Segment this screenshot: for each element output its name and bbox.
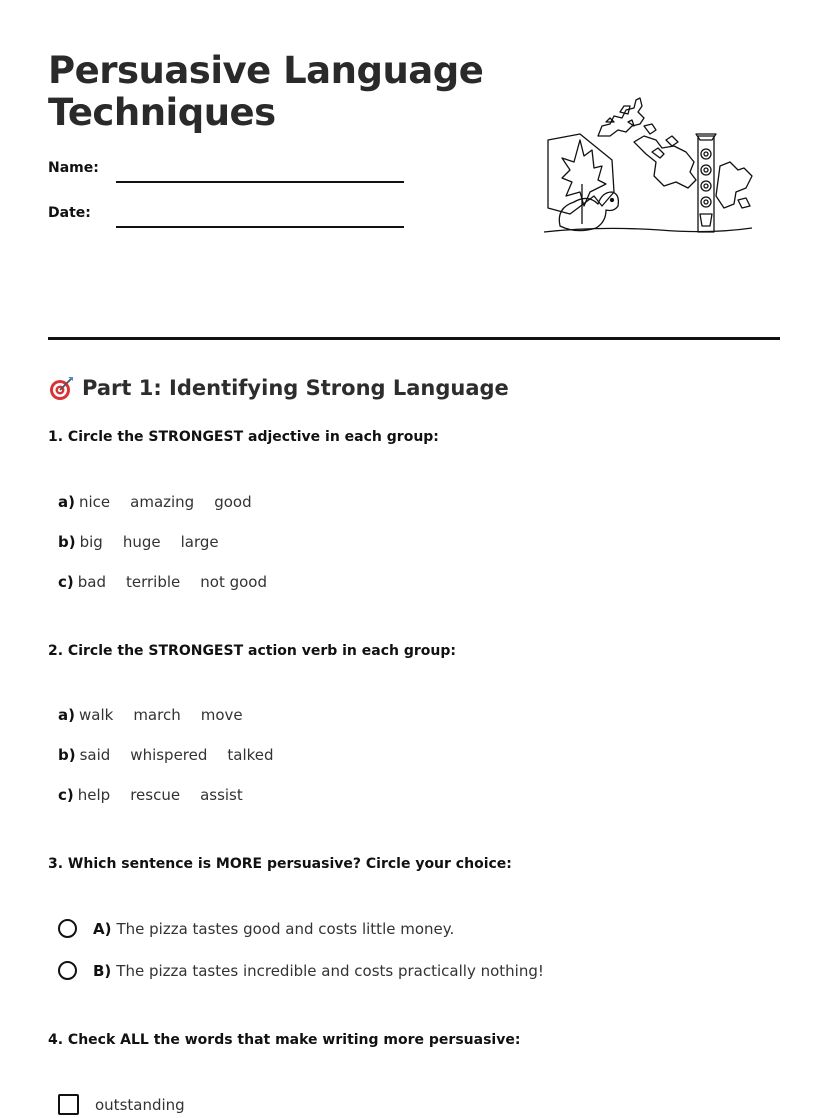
q1-row-a <box>58 493 252 511</box>
q3-choice-b-text: The pizza tastes incredible and costs practically nothing! <box>116 961 544 980</box>
q2-c-option[interactable]: assist <box>200 786 243 804</box>
q1-row-a-letter: a) <box>58 493 75 511</box>
q1-b-option[interactable]: large <box>180 533 219 551</box>
q3-choice-a-text: The pizza tastes good and costs little money. <box>116 919 455 938</box>
question-3-prompt: 3. Which sentence is MORE persuasive? Circle your choice: <box>48 856 512 872</box>
q2-a-option[interactable]: move <box>200 706 243 724</box>
q4-item-label: outstanding <box>95 1095 185 1114</box>
q2-row-a-letter: a) <box>58 706 75 724</box>
checkbox[interactable] <box>58 1094 79 1115</box>
name-field-line[interactable] <box>116 181 404 183</box>
title-line-2: Techniques <box>48 91 276 134</box>
q1-row-b <box>58 533 219 551</box>
q1-a-option[interactable]: amazing <box>130 493 195 511</box>
date-field-line[interactable] <box>116 226 404 228</box>
q2-a-option[interactable]: walk <box>78 706 114 724</box>
q1-row-c-letter: c) <box>58 573 74 591</box>
q1-row-b-letter: b) <box>58 533 76 551</box>
part-1-heading <box>48 375 509 401</box>
q4-checkbox-item[interactable] <box>58 1094 185 1115</box>
q1-b-option[interactable]: big <box>79 533 103 551</box>
q3-choice-a[interactable] <box>58 919 454 938</box>
q2-row-c-letter: c) <box>58 786 74 804</box>
q2-c-option[interactable]: rescue <box>130 786 181 804</box>
question-1-prompt: 1. Circle the STRONGEST adjective in each group: <box>48 429 439 445</box>
worksheet-title <box>48 50 483 134</box>
name-label: Name: <box>48 160 99 176</box>
q2-row-c <box>58 786 243 804</box>
radio-button[interactable] <box>58 919 77 938</box>
radio-button[interactable] <box>58 961 77 980</box>
q1-c-option[interactable]: terrible <box>126 573 181 591</box>
q1-row-c <box>58 573 267 591</box>
q1-b-option[interactable]: huge <box>122 533 161 551</box>
q1-c-option[interactable]: not good <box>200 573 267 591</box>
q2-c-option[interactable]: help <box>77 786 111 804</box>
q2-b-option[interactable]: talked <box>227 746 274 764</box>
q3-choice-a-letter: A) <box>93 919 112 938</box>
q2-row-b <box>58 746 274 764</box>
date-label: Date: <box>48 205 91 221</box>
q3-choice-b[interactable] <box>58 961 544 980</box>
q2-b-option[interactable]: said <box>79 746 111 764</box>
canada-map-illustration <box>540 96 756 238</box>
q1-a-option[interactable]: nice <box>78 493 111 511</box>
section-divider <box>48 337 780 340</box>
q2-row-b-letter: b) <box>58 746 76 764</box>
part-1-heading-text: Part 1: Identifying Strong Language <box>82 376 509 400</box>
q2-b-option[interactable]: whispered <box>130 746 208 764</box>
q3-choice-b-letter: B) <box>93 961 112 980</box>
q1-c-option[interactable]: bad <box>77 573 106 591</box>
q1-a-option[interactable]: good <box>214 493 252 511</box>
target-icon <box>48 375 74 401</box>
q2-row-a <box>58 706 243 724</box>
q2-a-option[interactable]: march <box>133 706 181 724</box>
question-2-prompt: 2. Circle the STRONGEST action verb in each group: <box>48 643 456 659</box>
question-4-prompt: 4. Check ALL the words that make writing more persuasive: <box>48 1032 521 1048</box>
title-line-1: Persuasive Language <box>48 49 484 92</box>
